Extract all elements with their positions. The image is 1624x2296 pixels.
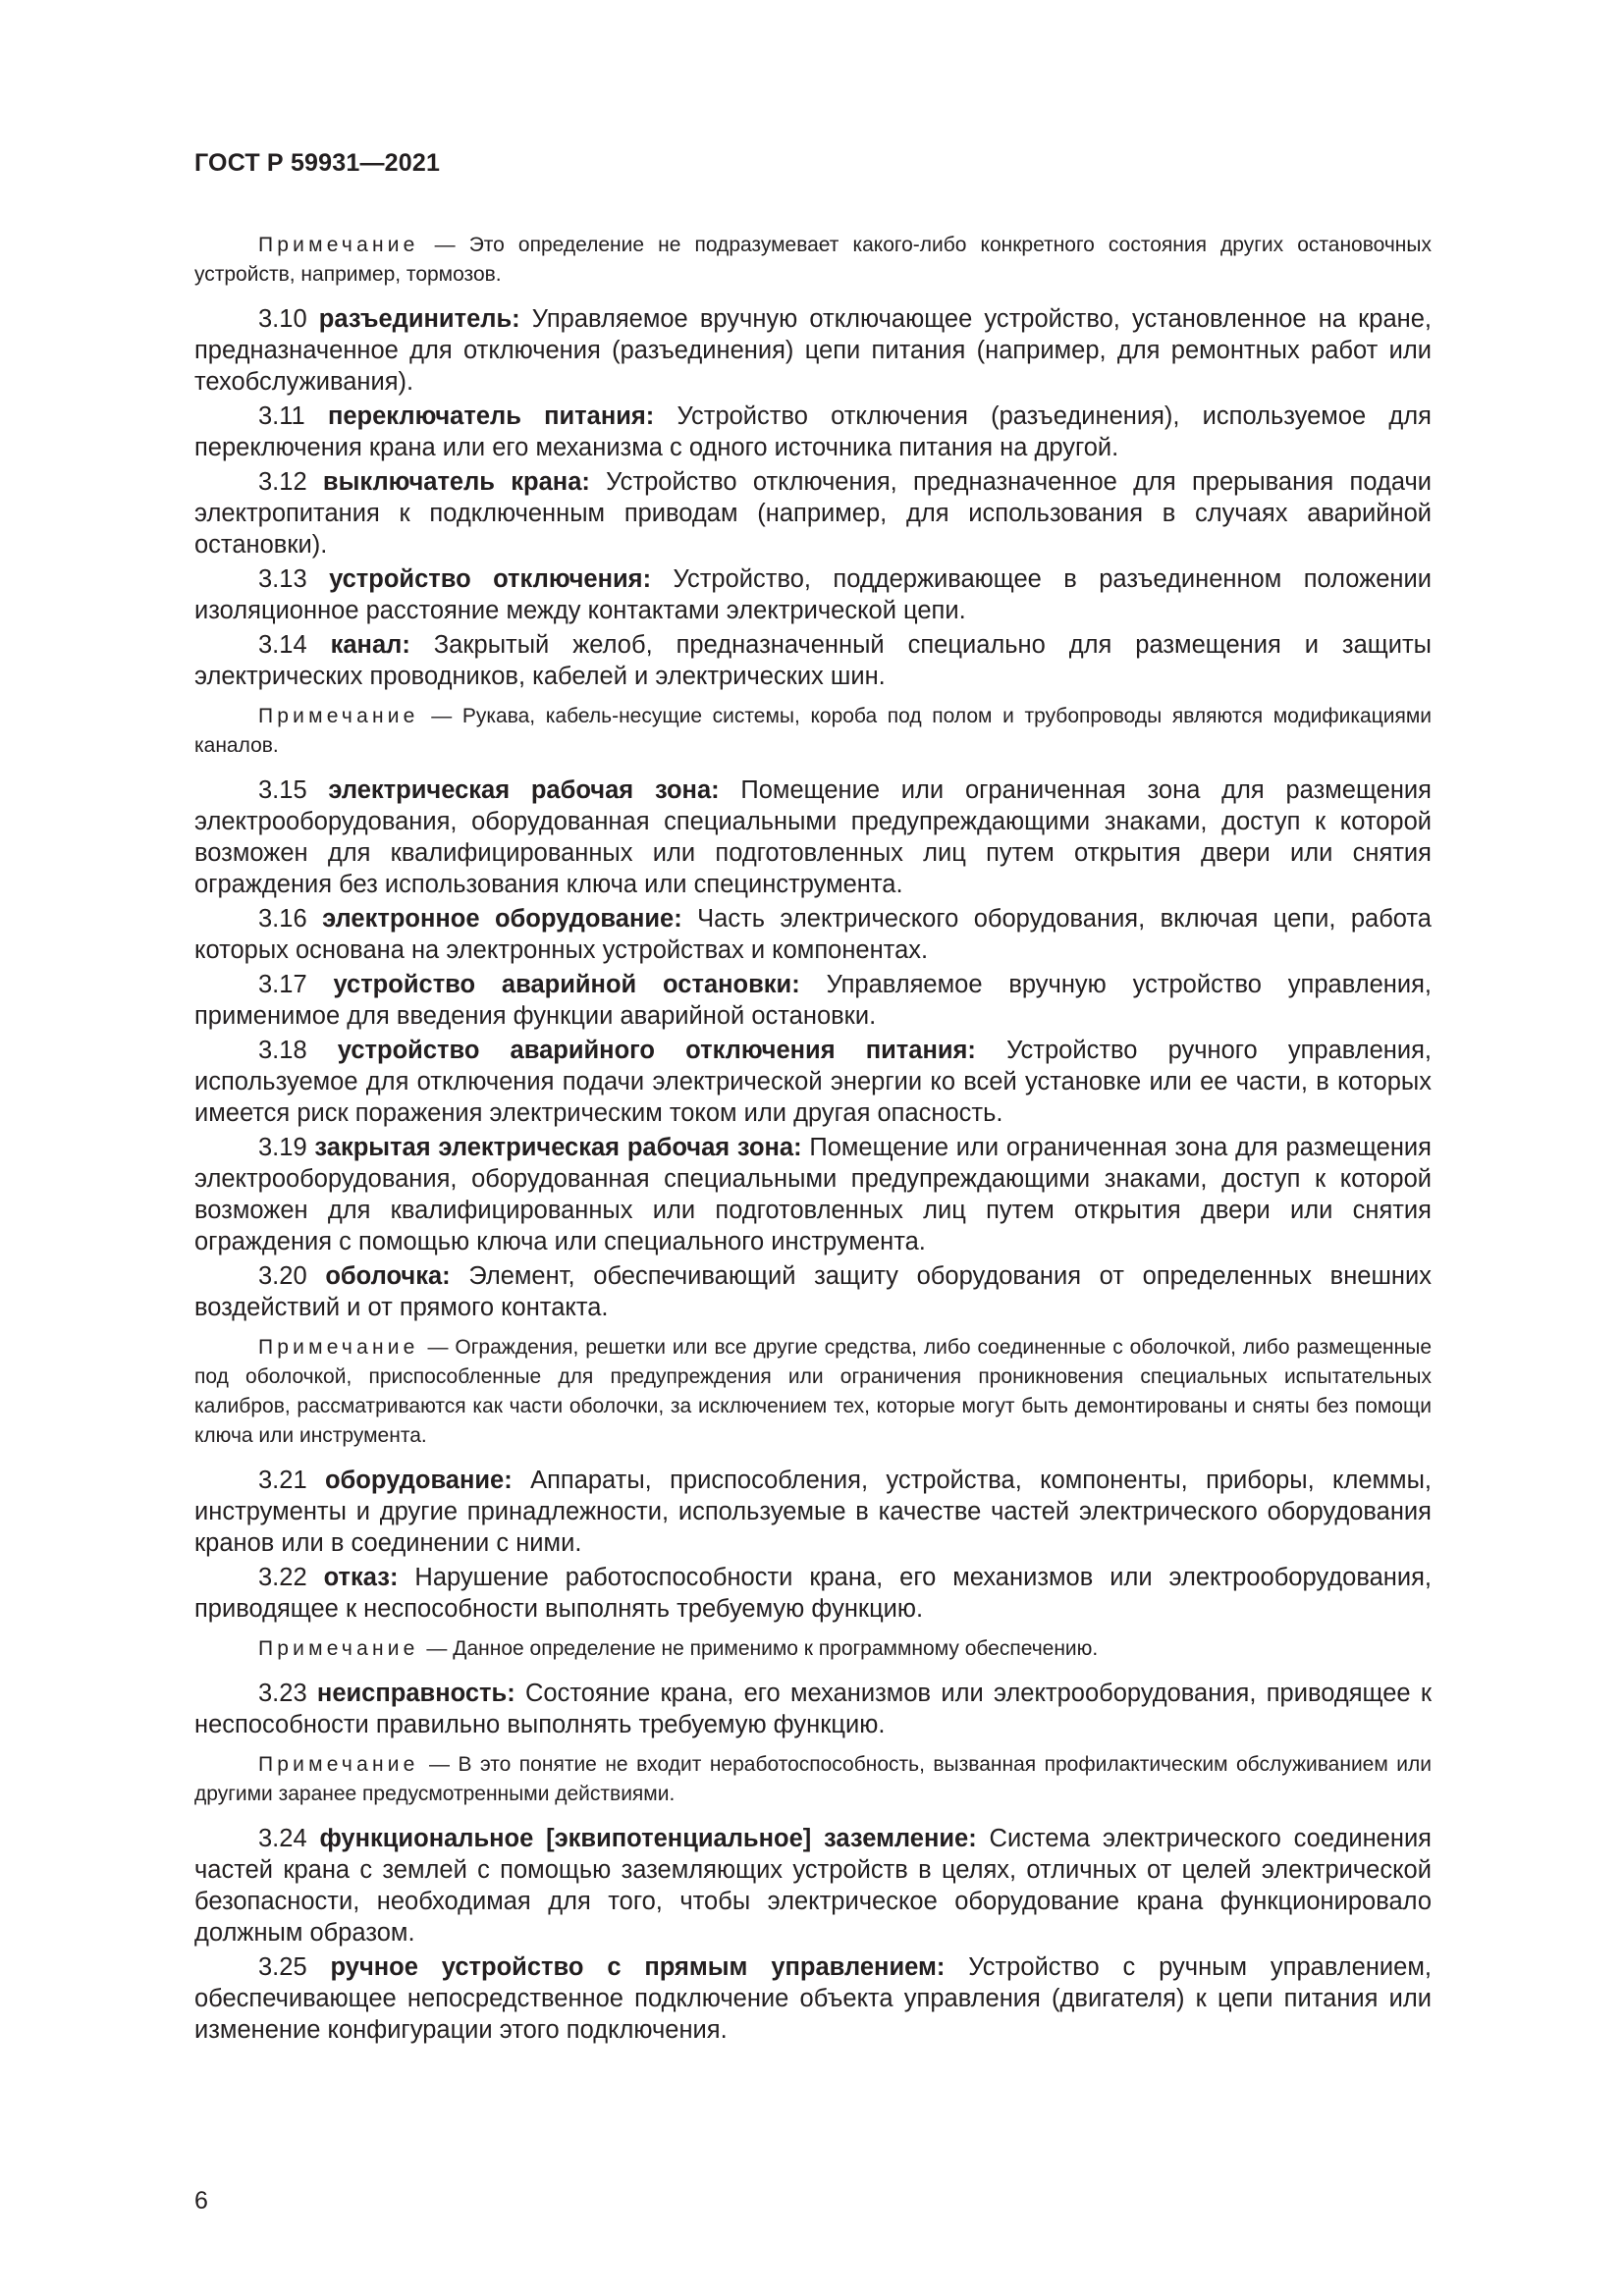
term-text: Аппараты, приспособления, устройства, компоненты, приборы, клеммы, инструменты и другие принадлежности, используемые в качестве частей электрического оборудования кранов или в соединении с ними. bbox=[194, 1467, 1432, 1557]
term-number: 3.24 bbox=[258, 1825, 307, 1852]
term-name: отказ: bbox=[323, 1564, 399, 1591]
term-number: 3.14 bbox=[258, 631, 307, 659]
note bbox=[194, 1634, 1432, 1664]
term-definition bbox=[194, 969, 1432, 1032]
term-number: 3.23 bbox=[258, 1680, 307, 1707]
term-number: 3.15 bbox=[258, 776, 307, 804]
term-number: 3.25 bbox=[258, 1953, 307, 1981]
term-text: Нарушение работоспособности крана, его механизмов или электрооборудования, приводящее к неспособности выполнять требуемую функцию. bbox=[194, 1564, 1432, 1623]
term-name: неисправность: bbox=[316, 1680, 515, 1707]
term-text: Устройство отключения (разъединения), используемое для переключения крана или его механизма с одного источника питания на другой. bbox=[194, 402, 1432, 461]
term-number: 3.20 bbox=[258, 1262, 307, 1290]
term-name: электронное оборудование: bbox=[322, 905, 682, 933]
term-name: функциональное [эквипотенциальное] заземление: bbox=[319, 1825, 977, 1852]
term-definition bbox=[194, 1260, 1432, 1323]
term-text: Устройство, поддерживающее в разъединенном положении изоляционное расстояние между контактами электрической цепи. bbox=[194, 565, 1432, 624]
term-definition bbox=[194, 1678, 1432, 1740]
term-text: Система электрического соединения частей крана с землей с помощью заземляющих устройств в целях, отличных от целей электрической безопасности, необходимая для того, чтобы электрическое оборудование крана функционировало должным образом. bbox=[194, 1825, 1432, 1947]
note bbox=[194, 702, 1432, 761]
term-definition bbox=[194, 1562, 1432, 1625]
term-text: Помещение или ограниченная зона для размещения электрооборудования, оборудованная специальными предупреждающими знаками, доступ к которой возможен для квалифицированных или подготовленных лиц путем открытия двери или снятия ограждения без использования ключа или специнструмента. bbox=[194, 776, 1432, 898]
term-text: Часть электрического оборудования, включая цепи, работа которых основана на электронных устройствах и компонентах. bbox=[194, 905, 1432, 964]
term-number: 3.22 bbox=[258, 1564, 307, 1591]
note-text: — Ограждения, решетки или все другие средства, либо соединенные с оболочкой, либо размещенные под оболочкой, приспособленные для предупреждения или ограничения проникновения специальных испытательных калибров, рассматриваются как части оболочки, за исключением тех, которые могут быть демонтированы и сняты без помощи ключа или инструмента. bbox=[194, 1336, 1432, 1447]
term-number: 3.21 bbox=[258, 1467, 307, 1494]
term-name: устройство отключения: bbox=[329, 565, 652, 593]
note-text: — Данное определение не применимо к программному обеспечению. bbox=[426, 1637, 1099, 1660]
term-text: Элемент, обеспечивающий защиту оборудования от определенных внешних воздействий и от прямого контакта. bbox=[194, 1262, 1432, 1321]
term-text: Устройство с ручным управлением, обеспечивающее непосредственное подключение объекта управления (двигателя) к цепи питания или изменение конфигурации этого подключения. bbox=[194, 1953, 1432, 2044]
note-text: — В это понятие не входит неработоспособность, вызванная профилактическим обслуживанием или другими заранее предусмотренными действиями. bbox=[194, 1753, 1432, 1805]
note-text: — Рукава, кабель-несущие системы, короба под полом и трубопроводы являются модификациями каналов. bbox=[194, 705, 1433, 757]
term-number: 3.12 bbox=[258, 468, 307, 496]
term-text: Управляемое вручную отключающее устройство, установленное на кране, предназначенное для отключения (разъединения) цепи питания (например, для ремонтных работ или техобслуживания). bbox=[194, 305, 1432, 396]
term-definition bbox=[194, 629, 1432, 692]
page-number: 6 bbox=[194, 2187, 208, 2215]
term-number: 3.10 bbox=[258, 305, 307, 333]
term-name: закрытая электрическая рабочая зона: bbox=[314, 1134, 802, 1161]
term-text: Закрытый желоб, предназначенный специально для размещения и защиты электрических проводников, кабелей и электрических шин. bbox=[194, 631, 1432, 690]
term-definition bbox=[194, 903, 1432, 966]
note-label: Примечание bbox=[258, 1753, 419, 1776]
term-text: Помещение или ограниченная зона для размещения электрооборудования, оборудованная специальными предупреждающими знаками, доступ к которой возможен для квалифицированных или подготовленных лиц путем открытия двери или снятия ограждения с помощью ключа или специального инструмента. bbox=[194, 1134, 1432, 1255]
note-label: Примечание bbox=[258, 1336, 419, 1359]
term-text: Управляемое вручную устройство управления, применимое для введения функции аварийной остановки. bbox=[194, 971, 1432, 1030]
note bbox=[194, 1750, 1432, 1809]
term-definition bbox=[194, 466, 1432, 561]
page-header-standard-code: ГОСТ Р 59931—2021 bbox=[194, 149, 441, 177]
term-definition bbox=[194, 563, 1432, 626]
document-body bbox=[194, 221, 1432, 2049]
term-name: переключатель питания: bbox=[327, 402, 655, 430]
term-name: устройство аварийной остановки: bbox=[333, 971, 800, 998]
note-text: — Это определение не подразумевает какого-либо конкретного состояния других остановочных устройств, например, тормозов. bbox=[194, 234, 1432, 286]
term-definition bbox=[194, 400, 1432, 463]
note bbox=[194, 1333, 1432, 1451]
term-number: 3.17 bbox=[258, 971, 307, 998]
term-number: 3.11 bbox=[258, 402, 305, 430]
term-text: Устройство ручного управления, используемое для отключения подачи электрической энергии ко всей установке или ее части, в которых имеется риск поражения электрическим током или другая опасность. bbox=[194, 1037, 1433, 1127]
term-name: устройство аварийного отключения питания: bbox=[337, 1037, 976, 1064]
term-name: ручное устройство с прямым управлением: bbox=[330, 1953, 946, 1981]
term-text: Устройство отключения, предназначенное для прерывания подачи электропитания к подключенным приводам (например, для использования в случаях аварийной остановки). bbox=[194, 468, 1432, 559]
term-definition bbox=[194, 1951, 1432, 2046]
term-definition bbox=[194, 303, 1432, 398]
term-number: 3.19 bbox=[258, 1134, 307, 1161]
term-number: 3.13 bbox=[258, 565, 307, 593]
note-label: Примечание bbox=[258, 705, 419, 727]
term-number: 3.18 bbox=[258, 1037, 307, 1064]
term-name: разъединитель: bbox=[318, 305, 520, 333]
term-definition bbox=[194, 1035, 1432, 1129]
term-definition bbox=[194, 774, 1432, 900]
term-definition bbox=[194, 1132, 1432, 1257]
term-definition bbox=[194, 1823, 1432, 1949]
term-name: электрическая рабочая зона: bbox=[328, 776, 720, 804]
term-name: выключатель крана: bbox=[322, 468, 590, 496]
note-label: Примечание bbox=[258, 1637, 419, 1660]
term-name: оболочка: bbox=[325, 1262, 451, 1290]
note bbox=[194, 231, 1432, 290]
term-definition bbox=[194, 1465, 1432, 1559]
note-label: Примечание bbox=[258, 234, 419, 256]
term-name: оборудование: bbox=[324, 1467, 513, 1494]
term-text: Состояние крана, его механизмов или электрооборудования, приводящее к неспособности правильно выполнять требуемую функцию. bbox=[194, 1680, 1432, 1738]
term-number: 3.16 bbox=[258, 905, 307, 933]
term-name: канал: bbox=[330, 631, 410, 659]
